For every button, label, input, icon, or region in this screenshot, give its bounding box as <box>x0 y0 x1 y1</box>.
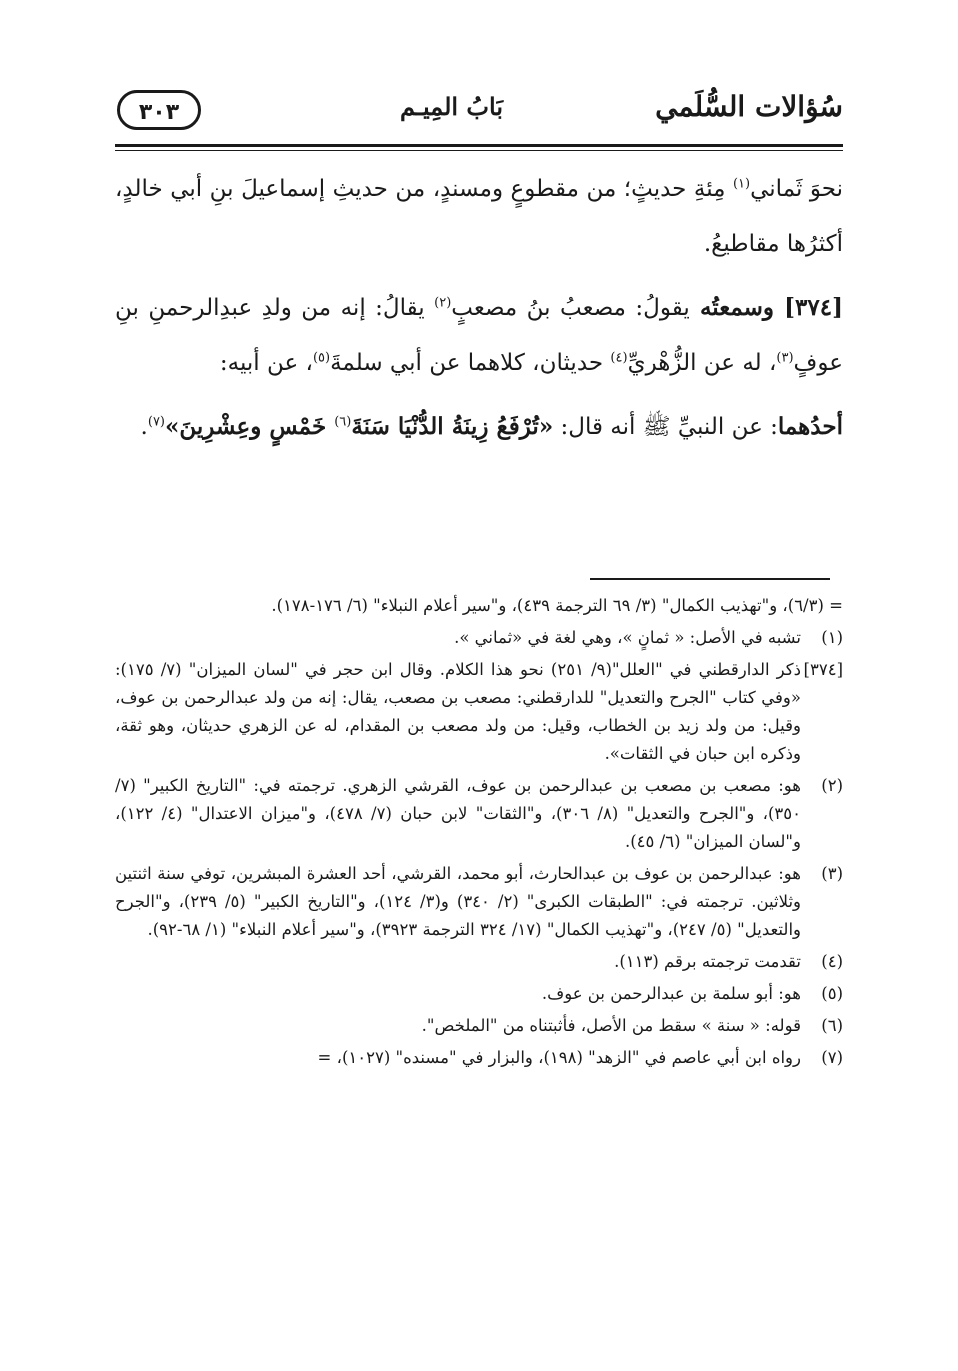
page-number: ٣٠٣ <box>117 90 201 130</box>
footnote-ref-2: (٢) <box>434 295 452 311</box>
footnote-divider <box>590 578 830 580</box>
footnote-ref-5: (٥) <box>312 350 331 366</box>
p1-text-b: مِئةِ حديثٍ؛ من مقطوعٍ ومسندٍ، من حديثِ إسماعيلَ بنِ أبي خالدٍ، أكثرُها مقاطيعُ. <box>115 176 843 257</box>
footnote-text: هو: مصعب بن مصعب بن عبدالرحمن بن عوف، القرشي الزهري. ترجمته في: "التاريخ الكبير" (٧/ ٣٥٠)، و"الجرح والتعديل" (٨/ ٣٠٦)، و"الثقات" لابن حبان (٧/ ٤٧٨)، و"ميزان الاعتدال" (٤/ ١٢٢)، و"لسان الميزان" (٦/ ٤٥). <box>115 776 802 851</box>
paragraph-1 <box>115 162 843 272</box>
footnote-text: تقدمت ترجمته برقم (١١٣). <box>614 952 801 971</box>
paragraph-hadith <box>115 399 843 455</box>
footnote-text: تشبه في الأصل: « ثمانٍ »، وهي لغة في «ثماني ». <box>454 628 801 647</box>
footnote-6 <box>115 1012 843 1040</box>
chapter-title: بَابُ المِيـم <box>399 92 503 121</box>
paragraph-374 <box>115 280 843 391</box>
footnote-text: ذكر الدارقطني في "العلل"(٩/ ٢٥١) نحو هذا الكلام. وقال ابن حجر في "لسان الميزان" (٧/ ١٧٥): «وفي كتاب "الجرح والتعديل" للدارقطني: مصعب بن مصعب، يقال: إنه من ولد عبدالرحمن بن عوف، وقيل: من ولد زيد بن الخطاب، وقيل: من ولد مصعب بن المقدام، له عن الزهري حديثان، وهو ثقة، وذكره ابن حبان في الثقات». <box>115 660 801 763</box>
footnote-number: (٣) <box>821 864 843 883</box>
p3-text-a: : عن النبيِّ ﷺ أنه قال: <box>553 414 778 440</box>
p2-text-a: يقولُ: مصعبُ بنُ مصعبٍ <box>451 295 690 321</box>
hadith-quote-b: خَمْسٍ وعِشْرِينَ» <box>165 413 335 440</box>
footnote-text: قوله: « سنة » سقط من الأصل، فأثبتناه من "الملخص". <box>421 1016 801 1035</box>
footnote-3 <box>115 860 843 944</box>
p1-text-a: نحوَ ثَماني <box>750 176 844 202</box>
p2-text-b: يقالُ: إنه من ولدِ عبدِالرحمنِ بنِ عوفٍ <box>115 295 843 376</box>
p2-lead: وسمعتُه <box>689 294 785 321</box>
p3-lead: أحدُهما <box>777 413 843 440</box>
header-rule-thick <box>115 144 843 147</box>
footnote-number: [٣٧٤] <box>803 660 843 679</box>
footnote-number: (٧) <box>821 1048 843 1067</box>
p3-end: . <box>140 414 148 440</box>
p2-text-c: ، له عن الزُّهْريِّ <box>627 350 777 376</box>
entry-number: [٣٧٤] <box>784 294 843 321</box>
footnote-ref-6: (٦) <box>334 414 352 430</box>
footnote-ref-3: (٣) <box>776 350 794 366</box>
footnote-number: (٥) <box>821 984 843 1003</box>
footnotes <box>115 592 843 1076</box>
book-title: سُؤالات السُّلَمي <box>655 90 843 123</box>
footnote-374 <box>115 656 843 768</box>
footnote-text: هو: عبدالرحمن بن عوف بن عبدالحارث، أبو محمد، القرشي، أحد العشرة المبشرين، توفي سنة اثنتين وثلاثين. ترجمته في: "الطبقات الكبرى" (٢/ ٣٤٠) و(٣/ ١٢٤)، و"التاريخ الكبير" (٥/ ٢٣٩)، و"الجرح والتعديل" (٥/ ٢٤٧)، و"تهذيب الكمال" (١٧/ ٣٢٤ الترجمة ٣٩٢٣)، و"سير أعلام النبلاء" (١/ ٦٨-٩٢). <box>115 864 802 939</box>
footnote-1 <box>115 624 843 652</box>
footnote-ref-1: (١) <box>732 176 751 192</box>
footnote-number: (٤) <box>821 952 843 971</box>
p2-text-e: ، عن أبيه: <box>219 350 313 376</box>
header-rule-thin <box>115 150 843 151</box>
footnote-7 <box>115 1044 843 1072</box>
footnote-continuation-text: = (٦/٣)، و"تهذيب الكمال" (٣/ ٦٩ الترجمة ٤٣٩)، و"سير أعلام النبلاء" (٦/ ١٧٦-١٧٨). <box>271 596 843 615</box>
footnote-text: رواه ابن أبي عاصم في "الزهد" (١٩٨)، والبزار في "مسنده" (١٠٢٧)، = <box>317 1048 801 1067</box>
footnote-number: (٢) <box>821 776 843 795</box>
footnote-number: (٦) <box>821 1016 843 1035</box>
page-header <box>115 88 843 146</box>
footnote-number: (١) <box>821 628 843 647</box>
footnote-4 <box>115 948 843 976</box>
footnote-5 <box>115 980 843 1008</box>
main-text <box>115 162 843 463</box>
footnote-2 <box>115 772 843 856</box>
footnote-text: هو: أبو سلمة بن عبدالرحمن بن عوف. <box>541 984 801 1003</box>
footnote-ref-4: (٤) <box>610 350 628 366</box>
hadith-quote-a: «تُرْفَعُ زِينَةُ الدُّنْيَا سَنَةَ <box>351 413 554 440</box>
p2-text-d: حديثان، كلاهما عن أبي سلمةَ <box>330 350 611 376</box>
footnote-ref-7: (٧) <box>147 414 165 430</box>
footnote-continuation <box>115 592 843 620</box>
